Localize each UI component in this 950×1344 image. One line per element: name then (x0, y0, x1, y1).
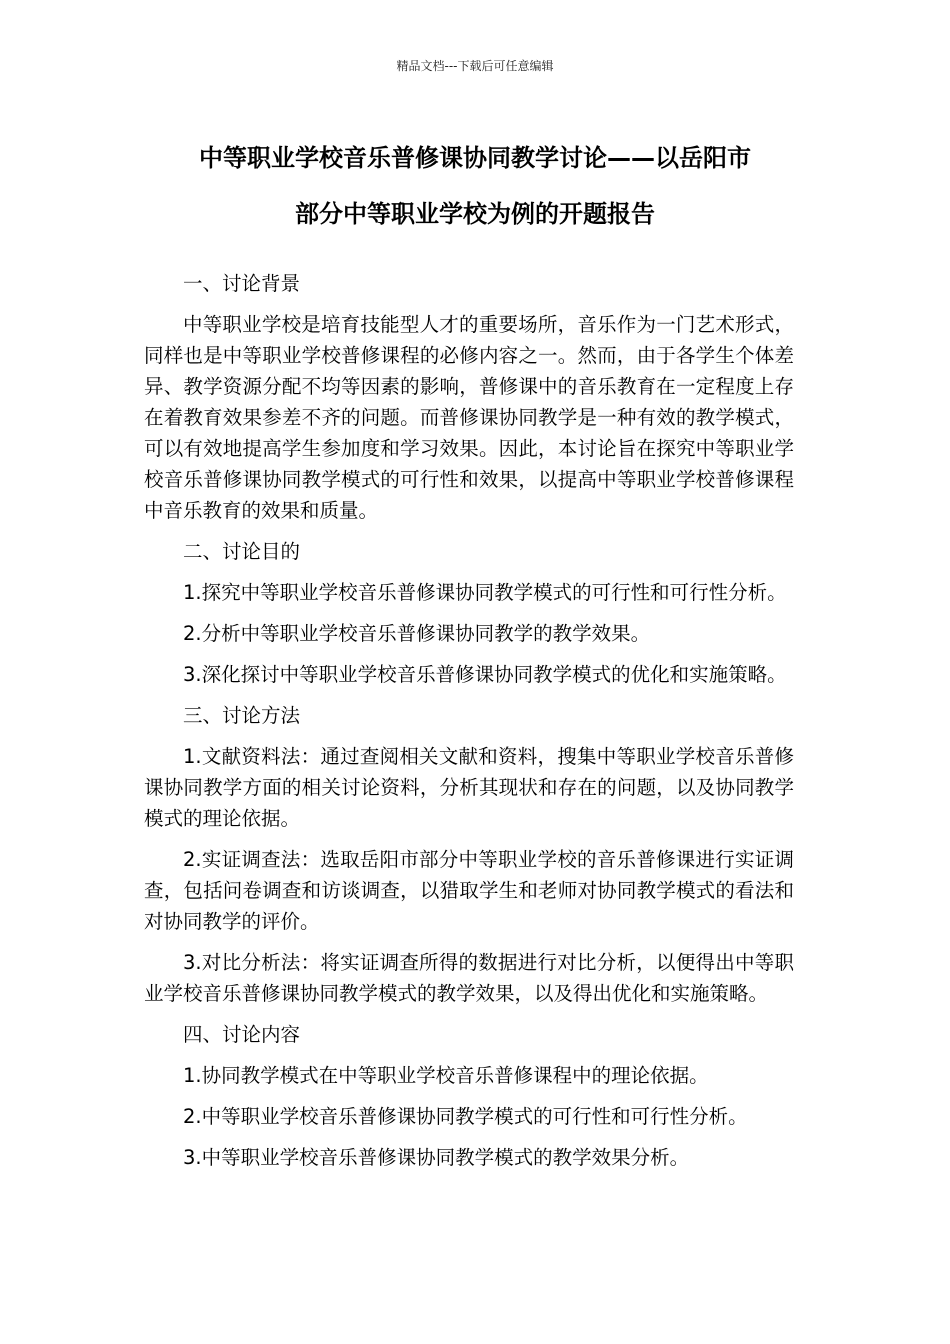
content-item-2: 2.中等职业学校音乐普修课协同教学模式的可行性和可行性分析。 (183, 1105, 748, 1128)
method-item-2: 2.实证调查法：选取岳阳市部分中等职业学校的音乐普修课进行实证调查，包括问卷调查和访谈调查，以猎取学生和老师对协同教学模式的看法和对协同教学的评价。 (144, 848, 794, 933)
page-header-note: 精品文档---下载后可任意编辑 (396, 59, 554, 73)
title-line-1: 中等职业学校音乐普修课协同教学讨论——以岳阳市 (199, 144, 751, 172)
section-heading-background: 一、讨论背景 (183, 272, 301, 295)
title-line-2: 部分中等职业学校为例的开题报告 (295, 200, 655, 228)
purpose-item-3: 3.深化探讨中等职业学校音乐普修课协同教学模式的优化和实施策略。 (183, 663, 787, 686)
purpose-item-1: 1.探究中等职业学校音乐普修课协同教学模式的可行性和可行性分析。 (183, 581, 787, 604)
content-item-1: 1.协同教学模式在中等职业学校音乐普修课程中的理论依据。 (183, 1064, 709, 1087)
background-paragraph: 中等职业学校是培育技能型人才的重要场所，音乐作为一门艺术形式，同样也是中等职业学校普修课程的必修内容之一。然而，由于各学生个体差异、教学资源分配不均等因素的影响，普修课中的音乐教育在一定程度上存在着教育效果参差不齐的问题。而普修课协同教学是一种有效的教学模式，可以有效地提高学生参加度和学习效果。因此，本讨论旨在探究中等职业学校音乐普修课协同教学模式的可行性和效果，以提高中等职业学校普修课程中音乐教育的效果和质量。 (144, 313, 794, 522)
method-item-1: 1.文献资料法：通过查阅相关文献和资料，搜集中等职业学校音乐普修课协同教学方面的相关讨论资料，分析其现状和存在的问题，以及协同教学模式的理论依据。 (144, 745, 794, 830)
section-heading-content: 四、讨论内容 (183, 1023, 301, 1046)
content-item-3: 3.中等职业学校音乐普修课协同教学模式的教学效果分析。 (183, 1146, 690, 1169)
section-heading-purpose: 二、讨论目的 (183, 540, 301, 563)
document-body (144, 268, 794, 1183)
purpose-item-2: 2.分析中等职业学校音乐普修课协同教学的教学效果。 (183, 622, 651, 645)
method-item-3: 3.对比分析法：将实证调查所得的数据进行对比分析，以便得出中等职业学校音乐普修课协同教学模式的教学效果，以及得出优化和实施策略。 (144, 951, 794, 1005)
section-heading-method: 三、讨论方法 (183, 704, 301, 727)
document-title (140, 130, 810, 242)
